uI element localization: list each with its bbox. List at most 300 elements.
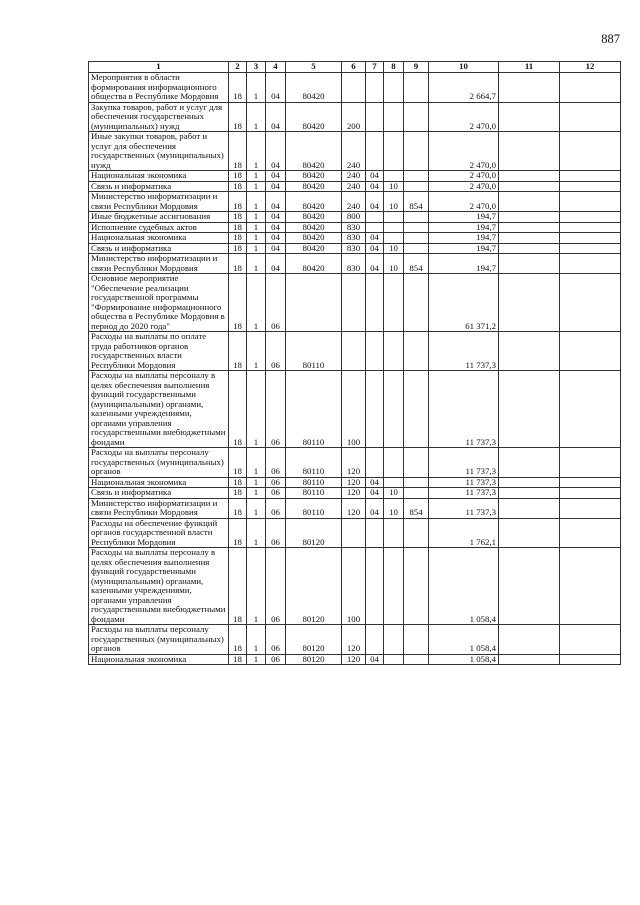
code-cell-c3: 1 [247,548,266,625]
code-cell-c9 [404,212,429,223]
row-name-cell: Иные закупки товаров, работ и услуг для обеспечения государственных (муниципальных) нужд [89,132,229,171]
empty-cell-c11 [499,222,560,233]
empty-cell-c11 [499,498,560,518]
code-cell-c5: 80420 [286,254,342,274]
empty-cell-c12 [560,332,621,371]
code-cell-c9 [404,654,429,665]
code-cell-c9: 854 [404,498,429,518]
empty-cell-c11 [499,274,560,332]
empty-cell-c12 [560,518,621,548]
code-cell-c9 [404,102,429,132]
amount-cell: 61 371,2 [429,274,499,332]
empty-cell-c12 [560,498,621,518]
code-cell-c6: 240 [342,171,366,182]
row-name-cell: Расходы на обеспечение функций органов государственной власти Республики Мордовия [89,518,229,548]
empty-cell-c12 [560,171,621,182]
table-row [89,73,621,103]
code-cell-c8: 10 [384,498,404,518]
code-cell-c4: 04 [266,243,286,254]
column-header: 6 [342,62,366,73]
row-name-cell: Расходы на выплаты персоналу в целях обеспечения выполнения функций государственными (муниципальными) органами, казенными учреждениями, органами управления государственными внебюджетными фондами [89,371,229,448]
table-row [89,518,621,548]
empty-cell-c12 [560,132,621,171]
code-cell-c4: 04 [266,181,286,192]
code-cell-c4: 04 [266,212,286,223]
code-cell-c3: 1 [247,274,266,332]
code-cell-c6: 830 [342,254,366,274]
column-header: 7 [366,62,384,73]
code-cell-c6 [342,73,366,103]
amount-cell: 11 737,3 [429,448,499,478]
code-cell-c5: 80420 [286,212,342,223]
code-cell-c7: 04 [366,181,384,192]
code-cell-c3: 1 [247,332,266,371]
code-cell-c3: 1 [247,243,266,254]
code-cell-c9 [404,181,429,192]
amount-cell: 11 737,3 [429,332,499,371]
empty-cell-c11 [499,233,560,244]
empty-cell-c11 [499,488,560,499]
amount-cell: 2 470,0 [429,102,499,132]
amount-cell: 2 470,0 [429,181,499,192]
code-cell-c9 [404,371,429,448]
empty-cell-c11 [499,181,560,192]
code-cell-c4: 06 [266,654,286,665]
empty-cell-c11 [499,192,560,212]
code-cell-c5: 80120 [286,548,342,625]
empty-cell-c12 [560,548,621,625]
empty-cell-c11 [499,243,560,254]
table-row [89,371,621,448]
empty-cell-c11 [499,171,560,182]
table-row [89,654,621,665]
amount-cell: 194,7 [429,222,499,233]
table-row [89,548,621,625]
empty-cell-c12 [560,233,621,244]
code-cell-c4: 06 [266,448,286,478]
code-cell-c2: 18 [229,222,247,233]
code-cell-c7 [366,132,384,171]
code-cell-c9 [404,477,429,488]
code-cell-c3: 1 [247,477,266,488]
code-cell-c7 [366,332,384,371]
code-cell-c8 [384,332,404,371]
code-cell-c8 [384,548,404,625]
code-cell-c6: 120 [342,477,366,488]
code-cell-c8 [384,518,404,548]
code-cell-c7: 04 [366,477,384,488]
code-cell-c6: 240 [342,132,366,171]
code-cell-c8 [384,171,404,182]
code-cell-c8 [384,371,404,448]
empty-cell-c12 [560,192,621,212]
code-cell-c4: 06 [266,274,286,332]
code-cell-c7: 04 [366,192,384,212]
amount-cell: 1 762,1 [429,518,499,548]
code-cell-c8 [384,477,404,488]
empty-cell-c12 [560,448,621,478]
code-cell-c7 [366,625,384,655]
code-cell-c5: 80120 [286,654,342,665]
code-cell-c7: 04 [366,488,384,499]
column-header: 5 [286,62,342,73]
code-cell-c5: 80120 [286,518,342,548]
empty-cell-c11 [499,212,560,223]
code-cell-c5: 80420 [286,73,342,103]
amount-cell: 194,7 [429,212,499,223]
code-cell-c8 [384,625,404,655]
code-cell-c5: 80420 [286,132,342,171]
code-cell-c2: 18 [229,171,247,182]
code-cell-c6: 240 [342,181,366,192]
row-name-cell: Национальная экономика [89,233,229,244]
code-cell-c7 [366,73,384,103]
code-cell-c2: 18 [229,488,247,499]
amount-cell: 11 737,3 [429,371,499,448]
table-row [89,274,621,332]
empty-cell-c12 [560,254,621,274]
row-name-cell: Связь и информатика [89,243,229,254]
code-cell-c5: 80420 [286,181,342,192]
code-cell-c4: 04 [266,233,286,244]
row-name-cell: Министерство информатизации и связи Республики Мордовия [89,498,229,518]
code-cell-c7 [366,274,384,332]
amount-cell: 2 664,7 [429,73,499,103]
code-cell-c2: 18 [229,548,247,625]
code-cell-c5: 80420 [286,243,342,254]
table-row [89,171,621,182]
code-cell-c5: 80420 [286,233,342,244]
table-body [89,73,621,665]
code-cell-c9 [404,448,429,478]
code-cell-c9 [404,625,429,655]
code-cell-c5 [286,274,342,332]
code-cell-c8: 10 [384,488,404,499]
code-cell-c3: 1 [247,73,266,103]
code-cell-c3: 1 [247,233,266,244]
code-cell-c3: 1 [247,498,266,518]
code-cell-c4: 06 [266,371,286,448]
table-row [89,332,621,371]
row-name-cell: Закупка товаров, работ и услуг для обеспечения государственных (муниципальных) нужд [89,102,229,132]
table-row [89,625,621,655]
code-cell-c8 [384,132,404,171]
code-cell-c7 [366,212,384,223]
code-cell-c6 [342,518,366,548]
table-row [89,477,621,488]
code-cell-c3: 1 [247,171,266,182]
code-cell-c9 [404,222,429,233]
code-cell-c7 [366,518,384,548]
amount-cell: 194,7 [429,254,499,274]
amount-cell: 1 058,4 [429,548,499,625]
code-cell-c8: 10 [384,181,404,192]
code-cell-c6: 100 [342,548,366,625]
code-cell-c7 [366,371,384,448]
code-cell-c7 [366,448,384,478]
code-cell-c6: 200 [342,102,366,132]
code-cell-c6 [342,332,366,371]
empty-cell-c12 [560,222,621,233]
table-row [89,132,621,171]
code-cell-c9 [404,488,429,499]
row-name-cell: Связь и информатика [89,488,229,499]
code-cell-c8 [384,233,404,244]
table-row [89,181,621,192]
table-row [89,488,621,499]
amount-cell: 194,7 [429,233,499,244]
code-cell-c3: 1 [247,132,266,171]
empty-cell-c12 [560,625,621,655]
code-cell-c9 [404,518,429,548]
table-row [89,212,621,223]
code-cell-c6: 830 [342,233,366,244]
table-row [89,102,621,132]
code-cell-c9 [404,274,429,332]
code-cell-c5: 80110 [286,371,342,448]
empty-cell-c11 [499,654,560,665]
column-header: 12 [560,62,621,73]
column-header: 2 [229,62,247,73]
code-cell-c4: 06 [266,625,286,655]
empty-cell-c11 [499,132,560,171]
code-cell-c6: 800 [342,212,366,223]
code-cell-c4: 04 [266,73,286,103]
code-cell-c6: 120 [342,498,366,518]
code-cell-c9 [404,233,429,244]
row-name-cell: Исполнение судебных актов [89,222,229,233]
code-cell-c8 [384,222,404,233]
code-cell-c3: 1 [247,625,266,655]
code-cell-c9 [404,171,429,182]
code-cell-c7: 04 [366,254,384,274]
code-cell-c3: 1 [247,212,266,223]
code-cell-c2: 18 [229,243,247,254]
code-cell-c2: 18 [229,181,247,192]
empty-cell-c11 [499,548,560,625]
column-header: 3 [247,62,266,73]
code-cell-c3: 1 [247,488,266,499]
budget-table [88,61,621,665]
code-cell-c3: 1 [247,181,266,192]
code-cell-c6: 830 [342,222,366,233]
empty-cell-c12 [560,102,621,132]
code-cell-c4: 04 [266,171,286,182]
code-cell-c2: 18 [229,332,247,371]
code-cell-c9 [404,132,429,171]
empty-cell-c12 [560,371,621,448]
row-name-cell: Расходы на выплаты персоналу в целях обеспечения выполнения функций государственными (муниципальными) органами, казенными учреждениями, органами управления государственными внебюджетными фондами [89,548,229,625]
column-header: 10 [429,62,499,73]
code-cell-c7: 04 [366,243,384,254]
code-cell-c9 [404,243,429,254]
code-cell-c3: 1 [247,254,266,274]
code-cell-c7: 04 [366,171,384,182]
row-name-cell: Министерство информатизации и связи Республики Мордовия [89,192,229,212]
column-header: 11 [499,62,560,73]
code-cell-c6: 120 [342,654,366,665]
code-cell-c8: 10 [384,243,404,254]
code-cell-c5: 80420 [286,171,342,182]
row-name-cell: Основное мероприятие "Обеспечение реализации государственной программы "Формирование информационного общества в Республике Мордовия в период до 2020 года" [89,274,229,332]
table-row [89,243,621,254]
code-cell-c3: 1 [247,448,266,478]
code-cell-c6: 120 [342,488,366,499]
code-cell-c7: 04 [366,498,384,518]
code-cell-c5: 80420 [286,102,342,132]
amount-cell: 1 058,4 [429,625,499,655]
row-name-cell: Расходы на выплаты персоналу государственных (муниципальных) органов [89,625,229,655]
code-cell-c4: 06 [266,498,286,518]
amount-cell: 1 058,4 [429,654,499,665]
code-cell-c2: 18 [229,73,247,103]
empty-cell-c11 [499,254,560,274]
empty-cell-c11 [499,625,560,655]
column-header: 1 [89,62,229,73]
code-cell-c6 [342,274,366,332]
code-cell-c2: 18 [229,448,247,478]
table-row [89,192,621,212]
code-cell-c4: 04 [266,102,286,132]
code-cell-c8: 10 [384,254,404,274]
row-name-cell: Расходы на выплаты персоналу государственных (муниципальных) органов [89,448,229,478]
code-cell-c3: 1 [247,222,266,233]
code-cell-c2: 18 [229,654,247,665]
row-name-cell: Иные бюджетные ассигнования [89,212,229,223]
amount-cell: 11 737,3 [429,477,499,488]
empty-cell-c11 [499,102,560,132]
code-cell-c2: 18 [229,518,247,548]
row-name-cell: Национальная экономика [89,171,229,182]
code-cell-c8 [384,102,404,132]
amount-cell: 11 737,3 [429,488,499,499]
code-cell-c8: 10 [384,192,404,212]
amount-cell: 2 470,0 [429,192,499,212]
empty-cell-c11 [499,477,560,488]
empty-cell-c12 [560,274,621,332]
row-name-cell: Связь и информатика [89,181,229,192]
code-cell-c5: 80110 [286,477,342,488]
table-row [89,254,621,274]
code-cell-c2: 18 [229,625,247,655]
table-row [89,448,621,478]
code-cell-c9 [404,548,429,625]
code-cell-c8 [384,448,404,478]
column-header: 4 [266,62,286,73]
empty-cell-c12 [560,73,621,103]
code-cell-c2: 18 [229,233,247,244]
empty-cell-c12 [560,181,621,192]
code-cell-c9: 854 [404,254,429,274]
table-row [89,498,621,518]
empty-cell-c11 [499,371,560,448]
code-cell-c6: 830 [342,243,366,254]
code-cell-c2: 18 [229,212,247,223]
code-cell-c3: 1 [247,518,266,548]
empty-cell-c12 [560,488,621,499]
amount-cell: 194,7 [429,243,499,254]
code-cell-c4: 04 [266,254,286,274]
code-cell-c9 [404,332,429,371]
code-cell-c6: 100 [342,371,366,448]
empty-cell-c11 [499,518,560,548]
row-name-cell: Национальная экономика [89,477,229,488]
empty-cell-c11 [499,73,560,103]
code-cell-c5: 80110 [286,488,342,499]
empty-cell-c11 [499,332,560,371]
empty-cell-c11 [499,448,560,478]
row-name-cell: Мероприятия в области формирования информационного общества в Республике Мордовия [89,73,229,103]
column-header: 8 [384,62,404,73]
code-cell-c4: 04 [266,132,286,171]
code-cell-c4: 06 [266,518,286,548]
code-cell-c5: 80120 [286,625,342,655]
code-cell-c3: 1 [247,371,266,448]
code-cell-c3: 1 [247,654,266,665]
code-cell-c2: 18 [229,192,247,212]
column-header: 9 [404,62,429,73]
code-cell-c7: 04 [366,233,384,244]
code-cell-c2: 18 [229,132,247,171]
code-cell-c7: 04 [366,654,384,665]
code-cell-c5: 80420 [286,192,342,212]
code-cell-c3: 1 [247,102,266,132]
code-cell-c5: 80110 [286,498,342,518]
row-name-cell: Национальная экономика [89,654,229,665]
page-number: 887 [601,32,620,46]
code-cell-c8 [384,212,404,223]
code-cell-c4: 06 [266,488,286,499]
code-cell-c5: 80420 [286,222,342,233]
table-row [89,233,621,244]
code-cell-c6: 120 [342,448,366,478]
code-cell-c8 [384,654,404,665]
code-cell-c5: 80110 [286,332,342,371]
amount-cell: 2 470,0 [429,132,499,171]
code-cell-c2: 18 [229,498,247,518]
code-cell-c9: 854 [404,192,429,212]
empty-cell-c12 [560,212,621,223]
amount-cell: 2 470,0 [429,171,499,182]
code-cell-c4: 06 [266,548,286,625]
empty-cell-c12 [560,243,621,254]
amount-cell: 11 737,3 [429,498,499,518]
code-cell-c4: 06 [266,477,286,488]
code-cell-c5: 80110 [286,448,342,478]
row-name-cell: Министерство информатизации и связи Республики Мордовия [89,254,229,274]
code-cell-c7 [366,222,384,233]
code-cell-c2: 18 [229,274,247,332]
code-cell-c8 [384,274,404,332]
code-cell-c2: 18 [229,254,247,274]
code-cell-c4: 06 [266,332,286,371]
code-cell-c8 [384,73,404,103]
empty-cell-c12 [560,654,621,665]
code-cell-c4: 04 [266,192,286,212]
empty-cell-c12 [560,477,621,488]
code-cell-c7 [366,548,384,625]
code-cell-c9 [404,73,429,103]
code-cell-c7 [366,102,384,132]
code-cell-c6: 240 [342,192,366,212]
table-row [89,222,621,233]
code-cell-c2: 18 [229,371,247,448]
code-cell-c2: 18 [229,477,247,488]
code-cell-c2: 18 [229,102,247,132]
header-row [89,62,621,73]
row-name-cell: Расходы на выплаты по оплате труда работников органов государственных власти Республики Мордовия [89,332,229,371]
code-cell-c6: 120 [342,625,366,655]
